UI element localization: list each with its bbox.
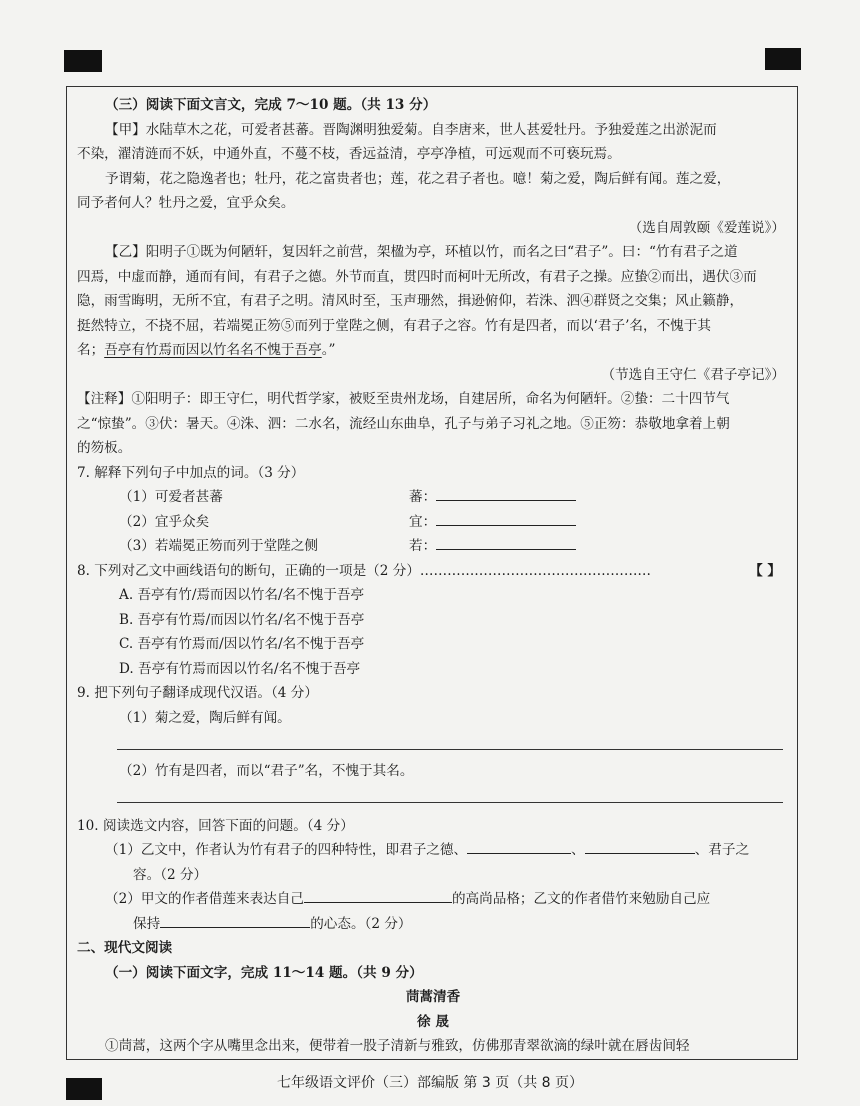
q10-part2-blank-1[interactable] (304, 888, 452, 903)
article-title: 茼蒿清香 (405, 989, 461, 1005)
q7-item-2 (77, 510, 789, 535)
page-content (77, 93, 789, 1059)
q7-item-1-label: 蕃： (409, 489, 437, 505)
yi-line-4: 挺然特立，不挠不屈，若端冕正笏⑤而列于堂陛之侧，有君子之容。竹有是四者，而以‘君子’名，不愧于其 (77, 317, 711, 334)
page-footer: 七年级语文评价（三）部编版 第 3 页（共 8 页） (276, 1075, 584, 1091)
yi-underlined-sentence: 吾亭有竹焉而因以竹名名不愧于吾亭 (104, 342, 322, 358)
section-modern-heading: 二、现代文阅读 (77, 940, 173, 956)
jia-line-3: 予谓菊，花之隐逸者也；牡丹，花之富贵者也；莲，花之君子者也。噫！菊之爱，陶后鲜有闻。莲之爱， (105, 170, 731, 187)
q9-answer-line-1[interactable] (77, 730, 789, 755)
q9-sentence-2: （2）竹有是四者，而以“君子”名，不愧于其名。 (119, 762, 414, 779)
yi-line-2: 四焉，中虚而静，通而有间，有君子之德。外节而直，贯四时而柯叶无所改，有君子之操。应蛰②而出，遇伏③而 (77, 268, 757, 285)
q9-answer-line-2[interactable] (77, 783, 789, 808)
notes-line-3: 的笏板。 (77, 440, 132, 456)
notes-line-1: 【注释】①阳明子：即王守仁，明代哲学家，被贬至贵州龙场，自建居所，命名为何陋轩。②蛰：二十四节气 (77, 391, 730, 407)
q7-item-2-answer-blank[interactable] (436, 511, 576, 526)
yi-line-5-post: 。” (321, 342, 336, 358)
q7-item-3-question: （3）若端冕正笏而列于堂陛之侧 (119, 538, 318, 554)
notes-line-2: 之“惊蛰”。③伏：暑天。④洙、泗：二水名，流经山东曲阜，孔子与弟子习礼之地。⑤正笏：恭敬地拿着上朝 (77, 415, 730, 432)
jia-line-2: 不染，濯清涟而不妖，中通外直，不蔓不枝，香远益清，亭亭净植，可远观而不可亵玩焉。 (77, 146, 621, 162)
q8-option-a: A. 吾亭有竹/焉而因以竹名/名不愧于吾亭 (119, 587, 365, 603)
q9-stem: 9. 把下列句子翻译成现代汉语。（4 分） (77, 685, 318, 701)
q7-item-1-question: （1）可爱者甚蕃 (119, 489, 223, 505)
q8-answer-bracket[interactable]: 【 】 (749, 562, 781, 579)
page-frame (66, 86, 798, 1060)
jia-source: （选自周敦颐《爱莲说》） (628, 219, 785, 236)
q8-option-c: C. 吾亭有竹焉而/因以竹名/名不愧于吾亭 (119, 636, 365, 652)
q7-item-2-question: （2）宜乎众矣 (119, 513, 210, 530)
q9-sentence-1: （1）菊之爱，陶后鲜有闻。 (119, 709, 291, 726)
yi-line-3: 隐，雨雪晦明，无所不宜，有君子之明。清风时至，玉声珊然，揖逊俯仰，若洙、泗④群贤之交集；风止籁静， (77, 293, 744, 309)
article-author: 徐 晟 (417, 1013, 449, 1030)
jia-line-4: 同予者何人？牡丹之爱，宜乎众矣。 (77, 195, 295, 211)
q10-part1-line2: 容。（2 分） (133, 866, 208, 883)
q10-part1-text-a: （1）乙文中，作者认为竹有君子的四种特性，即君子之德、 (105, 842, 468, 858)
q7-stem: 7. 解释下列句子中加点的词。（3 分） (77, 464, 305, 481)
q10-part2-text-a: （2）甲文的作者借莲来表达自己 (105, 891, 304, 907)
q10-part2-text-d: 的心态。（2 分） (310, 915, 412, 932)
q10-part2-line2 (77, 912, 789, 937)
q8-stem: 8. 下列对乙文中画线语句的断句，正确的一项是（2 分）…………………………………………… (77, 562, 652, 579)
q10-part2-text-b: 的高尚品格；乙文的作者借竹来勉励自己应 (451, 891, 711, 907)
q7-item-1 (77, 485, 789, 510)
sub1-heading: （一）阅读下面文字，完成 11～14 题。（共 9 分） (105, 964, 423, 981)
q8-option-d: D. 吾亭有竹焉而因以竹名/名不愧于吾亭 (119, 660, 361, 677)
q10-part1-sep: 、 (571, 842, 585, 858)
jia-line-1: 【甲】水陆草木之花，可爱者甚蕃。晋陶渊明独爱菊。自李唐来，世人甚爱牡丹。予独爱莲之出淤泥而 (105, 121, 717, 138)
article-line-1: ①茼蒿，这两个字从嘴里念出来，便带着一股子清新与雅致，仿佛那青翠欲滴的绿叶就在唇齿间轻 (105, 1038, 690, 1054)
yi-line-5-pre: 名； (77, 342, 105, 358)
yi-source: （节选自王守仁《君子亭记》） (601, 366, 785, 383)
q10-part2-blank-2[interactable] (160, 913, 310, 928)
q7-item-3-answer-blank[interactable] (436, 535, 576, 550)
q10-part1-line1 (77, 838, 789, 863)
section3-heading: （三）阅读下面文言文，完成 7～10 题。（共 13 分） (105, 97, 437, 113)
q10-part1-text-b: 、君子之 (694, 842, 750, 858)
q7-item-2-label: 宜： (409, 513, 437, 530)
q10-part1-blank-2[interactable] (585, 839, 695, 854)
q7-item-3 (77, 534, 789, 559)
q10-part1-blank-1[interactable] (467, 839, 571, 854)
q7-item-3-label: 若： (409, 538, 437, 554)
q8-option-b: B. 吾亭有竹焉/而因以竹名/名不愧于吾亭 (119, 611, 365, 628)
registration-mark-top-left (64, 50, 102, 72)
q7-item-1-answer-blank[interactable] (436, 486, 576, 501)
yi-line-5 (77, 338, 789, 363)
q10-part2-text-c: 保持 (133, 915, 161, 932)
yi-line-1: 【乙】阳明子①既为何陋轩，复因轩之前营，架楹为亭，环植以竹，而名之曰“君子”。曰：“竹有君子之道 (105, 244, 738, 260)
q8-stem-row (77, 559, 789, 584)
registration-mark-top-right (765, 48, 801, 70)
q10-part2-line1 (77, 887, 789, 912)
q10-stem: 10. 阅读选文内容，回答下面的问题。（4 分） (77, 817, 354, 834)
